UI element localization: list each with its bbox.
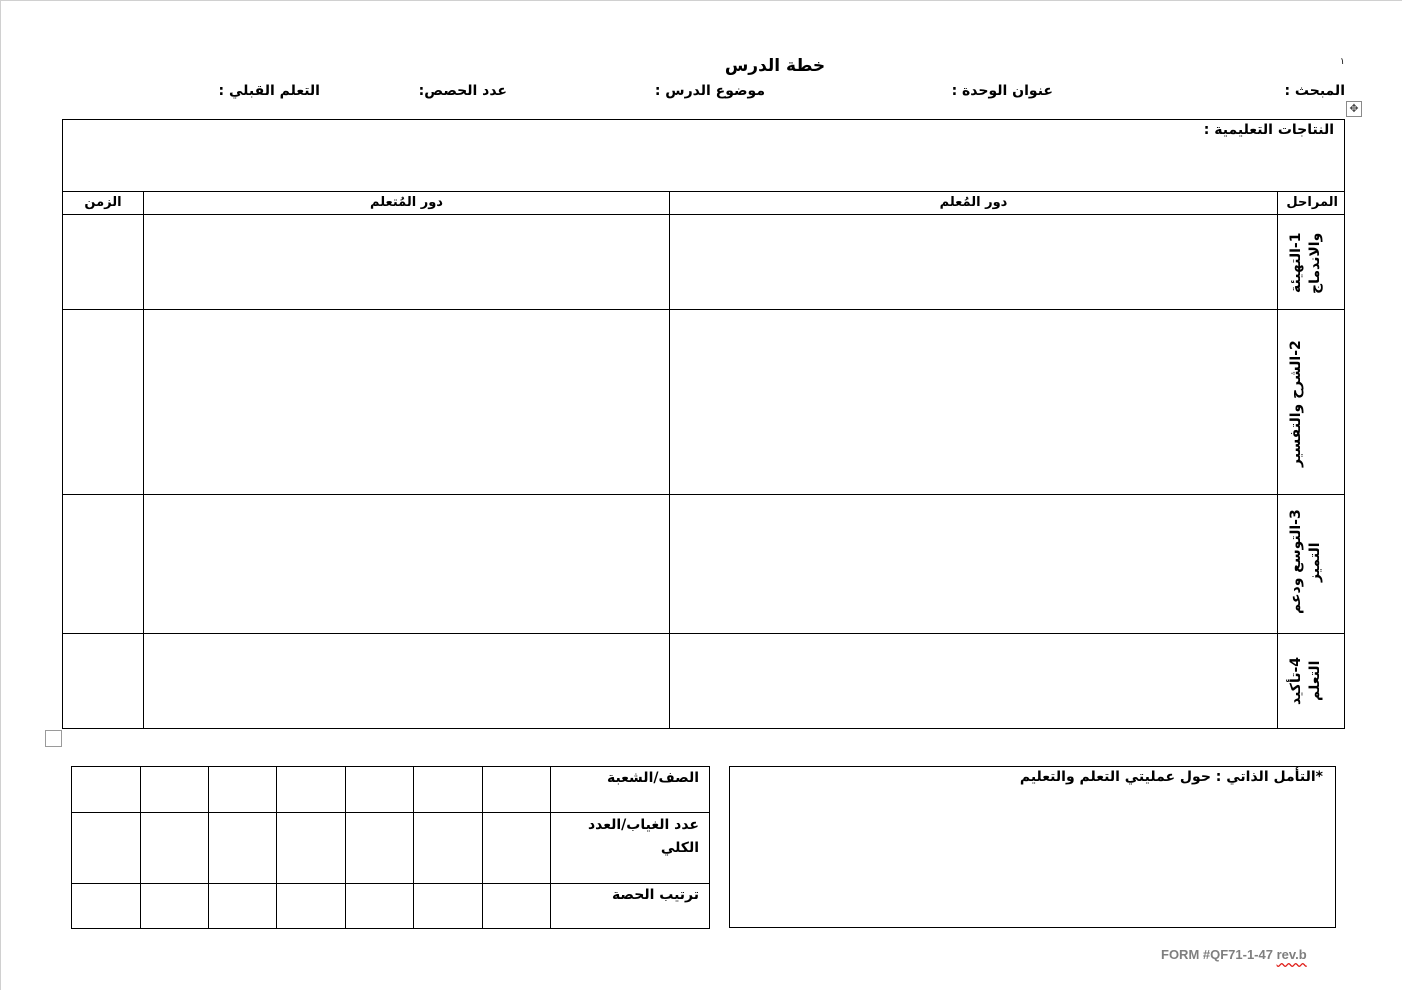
teacher-role-cell[interactable] <box>670 495 1277 633</box>
form-revision: rev.b <box>1276 947 1307 962</box>
self-reflection-box[interactable] <box>729 766 1336 928</box>
grid-column-divider <box>140 767 141 928</box>
time-cell[interactable] <box>63 495 143 633</box>
periods-count-field-label: عدد الحصص: <box>418 83 507 99</box>
self-reflection-label: *التأمل الذاتي : حول عمليتي التعلم والتعليم <box>1019 769 1323 785</box>
table-move-handle-icon[interactable]: ✥ <box>1346 101 1362 117</box>
grid-column-divider <box>345 767 346 928</box>
learner-role-cell[interactable] <box>144 310 669 494</box>
learner-role-cell[interactable] <box>144 634 669 728</box>
learning-outcomes-label: النتاجات التعليمية : <box>1203 122 1334 138</box>
period-order-label: ترتيب الحصة <box>611 887 699 903</box>
learner-role-column-header: دور المُتعلم <box>370 195 443 210</box>
grid-column-divider <box>413 767 414 928</box>
teacher-role-cell[interactable] <box>670 634 1277 728</box>
column-divider <box>1277 191 1278 728</box>
stage-label-extension: 3-التوسع ودعم التميز <box>1288 509 1323 615</box>
learning-outcomes-cell[interactable] <box>63 120 1344 192</box>
class-attendance-grid <box>71 766 710 929</box>
prior-learning-field-label: التعلم القبلي : <box>218 83 320 99</box>
grid-row-divider <box>72 812 709 813</box>
time-column-header: الزمن <box>84 195 122 210</box>
time-cell[interactable] <box>63 215 143 309</box>
class-section-label: الصف/الشعبة <box>606 770 699 786</box>
lesson-plan-table <box>62 119 1345 729</box>
time-cell[interactable] <box>63 310 143 494</box>
form-code: FORM #QF71-1-47 <box>1161 947 1273 962</box>
grid-column-divider <box>208 767 209 928</box>
stage-label-engagement: 1-التهيئة والاندماج <box>1288 232 1323 294</box>
grid-column-divider <box>550 767 551 928</box>
unit-title-field-label: عنوان الوحدة : <box>951 83 1053 99</box>
grid-column-divider <box>276 767 277 928</box>
learner-role-cell[interactable] <box>144 215 669 309</box>
teacher-role-cell[interactable] <box>670 215 1277 309</box>
page-number: ١ <box>1340 57 1345 67</box>
learner-role-cell[interactable] <box>144 495 669 633</box>
document-title: خطة الدرس <box>724 56 826 76</box>
stages-column-header: المراحل <box>1286 195 1338 210</box>
stage-label-explanation: 2-الشرح والتفسير <box>1288 340 1304 468</box>
teacher-role-column-header: دور المُعلم <box>939 195 1008 210</box>
grid-column-divider <box>482 767 483 928</box>
lesson-topic-field-label: موضوع الدرس : <box>654 83 765 99</box>
absence-total-label: عدد الغياب/العدد الكلي <box>587 817 699 856</box>
stage-label-confirm-learning: 4-تأكيد التعلم <box>1288 656 1323 706</box>
teacher-role-cell[interactable] <box>670 310 1277 494</box>
subject-field-label: المبحث : <box>1284 83 1345 99</box>
time-cell[interactable] <box>63 634 143 728</box>
paragraph-end-marker <box>45 730 62 747</box>
form-code-footer <box>1161 947 1307 962</box>
